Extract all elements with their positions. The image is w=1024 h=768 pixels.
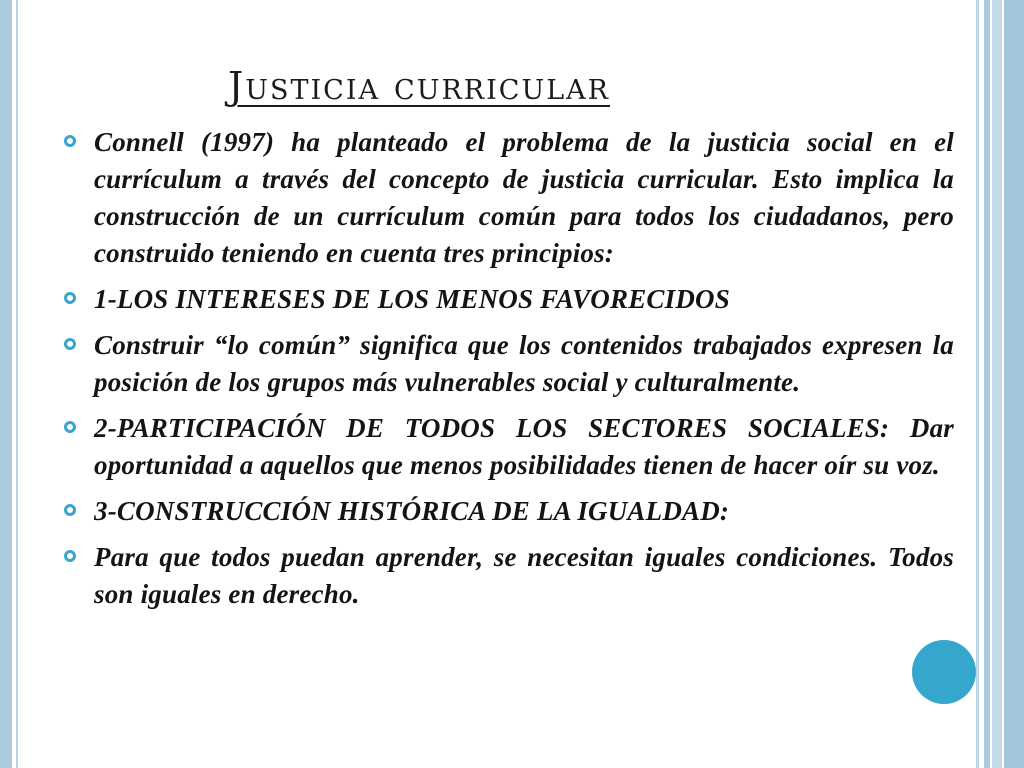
right-border-stripe-c <box>1004 0 1024 768</box>
slide-title: Justicia curricular <box>228 64 610 108</box>
bullet-text: 3-CONSTRUCCIÓN HISTÓRICA DE LA IGUALDAD: <box>94 496 730 526</box>
bullet-item <box>62 539 954 613</box>
ring-bullet-icon <box>64 292 76 304</box>
left-border-stripe <box>0 0 12 768</box>
bullet-text: 1-LOS INTERESES DE LOS MENOS FAVORECIDOS <box>94 284 730 314</box>
bullet-item <box>62 327 954 401</box>
bullet-list <box>62 124 954 622</box>
bullet-text: 2-PARTICIPACIÓN DE TODOS LOS SECTORES SOCIALES: Dar oportunidad a aquellos que menos posibilidades tienen de hacer oír su voz. <box>94 413 954 480</box>
ring-bullet-icon <box>64 135 76 147</box>
left-border-line <box>16 0 18 768</box>
bullet-item <box>62 410 954 484</box>
right-border-stripe-a <box>984 0 990 768</box>
ring-bullet-icon <box>64 504 76 516</box>
circle-decoration <box>912 640 976 704</box>
ring-bullet-icon <box>64 550 76 562</box>
bullet-text: Para que todos puedan aprender, se necesitan iguales condiciones. Todos son iguales en derecho. <box>94 542 954 609</box>
bullet-item <box>62 124 954 272</box>
bullet-item <box>62 281 954 318</box>
ring-bullet-icon <box>64 338 76 350</box>
bullet-item <box>62 493 954 530</box>
bullet-text: Construir “lo común” significa que los contenidos trabajados expresen la posición de los grupos más vulnerables social y culturalmente. <box>94 330 954 397</box>
right-border-stripe-b <box>992 0 1002 768</box>
ring-bullet-icon <box>64 421 76 433</box>
bullet-text: Connell (1997) ha planteado el problema de la justicia social en el currículum a través del concepto de justicia curricular. Esto implica la construcción de un currículum común para todos los ciudadanos, pero construido teniendo en cuenta tres principios: <box>94 127 954 268</box>
